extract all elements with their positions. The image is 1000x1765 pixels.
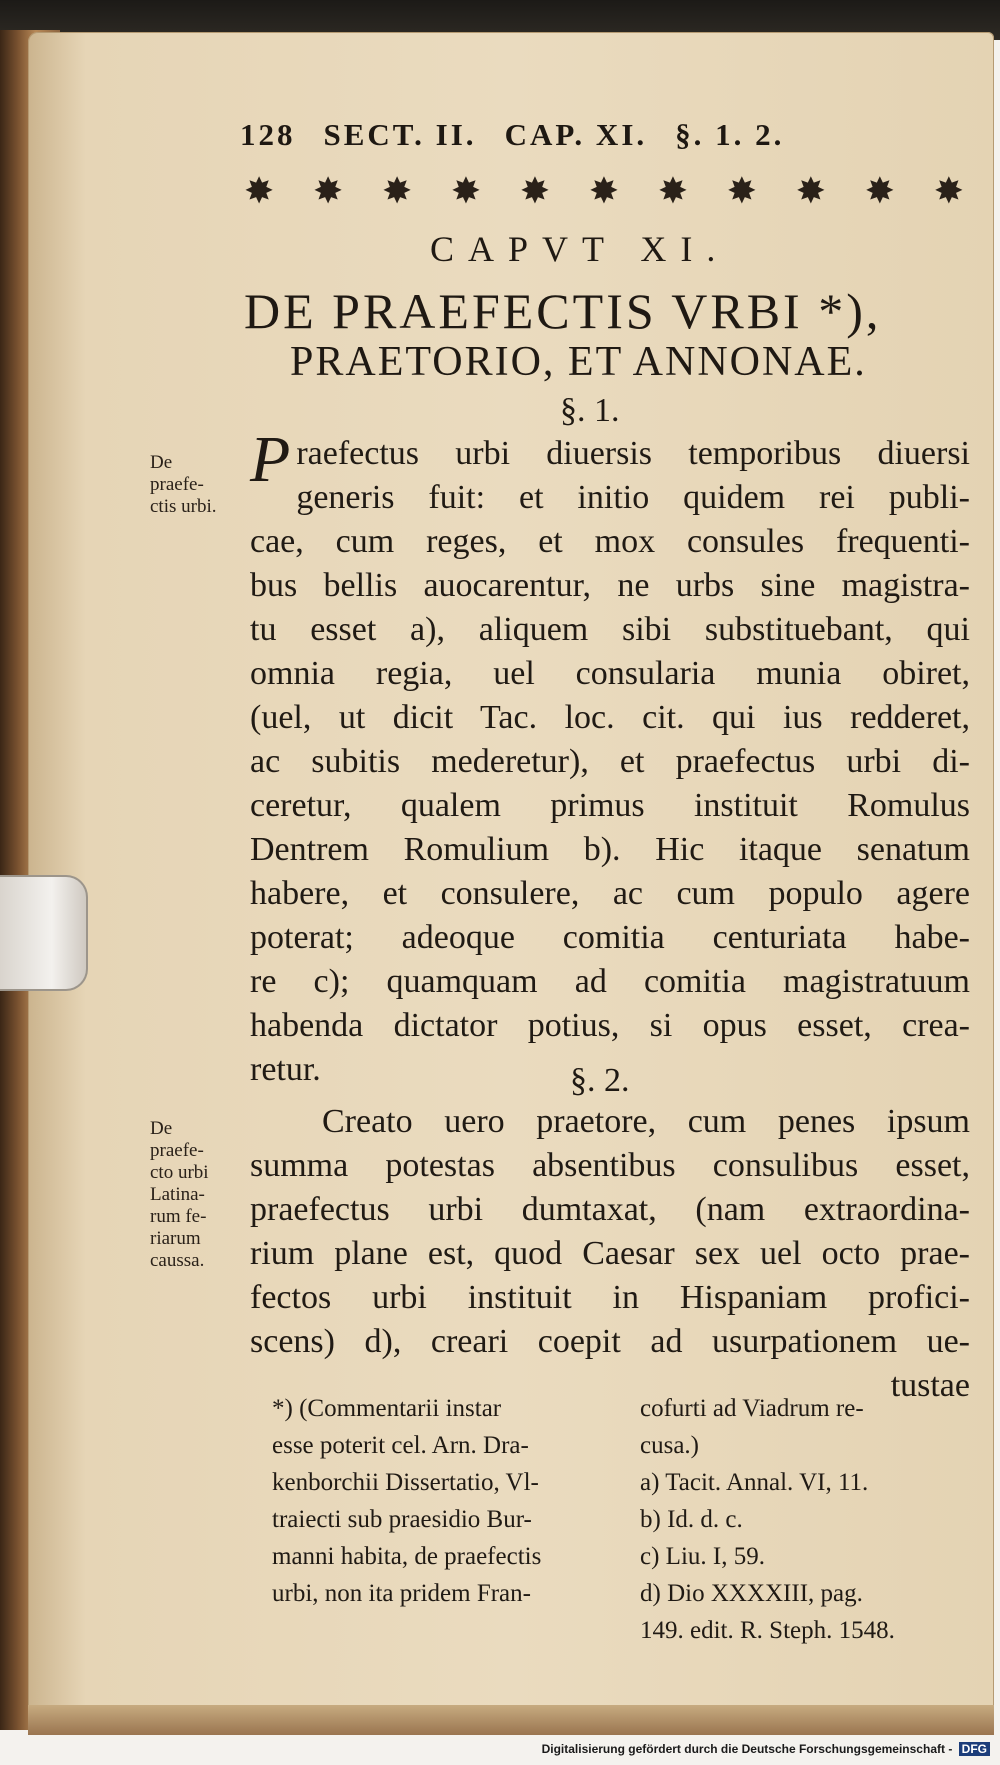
text-line: summa potestas absentibus consulibus esset, — [250, 1147, 970, 1184]
running-head-section: SECT. II. — [323, 117, 477, 152]
sidenote-1 — [150, 452, 256, 518]
running-head-chapter: CAP. XI. — [504, 117, 648, 152]
ornament-glyph: ✸ — [244, 171, 275, 211]
text-line: (uel, ut dicit Tac. loc. cit. qui ius redderet, — [250, 699, 970, 736]
footnote-line: manni habita, de praefectis — [272, 1543, 542, 1570]
text-line: re c); quamquam ad comitia magistratuum — [250, 963, 970, 1000]
section-marker-1: §. 1. — [560, 392, 620, 429]
footnotes-right — [640, 1390, 970, 1649]
credit-text: Digitalisierung gefördert durch die Deutsche Forschungsgemeinschaft - — [541, 1742, 953, 1756]
footnote-line: *) (Commentarii instar — [272, 1395, 502, 1422]
ornament-glyph: ✸ — [588, 171, 620, 211]
footnote-line: b) Id. d. c. — [640, 1506, 743, 1533]
footnote-line: esse poterit cel. Arn. Dra- — [272, 1432, 529, 1459]
text-line: rium plane est, quod Caesar sex uel octo prae- — [250, 1235, 970, 1272]
ornament-glyph: ✸ — [795, 171, 826, 211]
text-line: poterat; adeoque comitia centuriata habe- — [250, 919, 970, 956]
sidenote-line: rum fe- — [150, 1206, 207, 1227]
ornament-glyph: ✸ — [933, 171, 964, 211]
sidenote-line: praefe- — [150, 1140, 204, 1161]
footnote-line: cofurti ad Viadrum re- — [640, 1395, 864, 1422]
sidenote-line: cto urbi — [150, 1162, 209, 1183]
text-line: Dentrem Romulium b). Hic itaque senatum — [250, 831, 970, 868]
sidenote-line: De — [150, 452, 173, 473]
text-line: tu esset a), aliquem sibi substituebant, qui — [250, 611, 970, 648]
text-line: bus bellis auocarentur, ne urbs sine magistra- — [250, 567, 970, 604]
text-line: raefectus urbi diuersis temporibus diuersi — [296, 435, 970, 472]
text-line: cae, cum reges, et mox consules frequenti- — [250, 523, 970, 560]
text-line: ac subitis mederetur), et praefectus urbi di- — [250, 743, 970, 780]
paragraph-2 — [250, 1100, 970, 1408]
text-line: ceretur, qualem primus instituit Romulus — [250, 787, 970, 824]
page-number: 128 — [240, 117, 296, 152]
page-bottom-edge — [28, 1705, 994, 1735]
text-line: retur. — [250, 1051, 321, 1088]
text-line: generis fuit: et initio quidem rei publi- — [296, 479, 970, 516]
sidenote-line: caussa. — [150, 1250, 205, 1271]
running-head-paragraphs: §. 1. 2. — [675, 117, 785, 152]
text-line: scens) d), creari coepit ad usurpationem ue- — [250, 1323, 970, 1360]
catchword: tustae — [890, 1367, 970, 1404]
dfg-logo: DFG — [959, 1742, 990, 1756]
chapter-title-line-2: PRAETORIO, ET ANNONAE. — [290, 339, 867, 385]
ornament-glyph: ✸ — [864, 171, 895, 211]
ornament-glyph: ✸ — [381, 171, 413, 211]
sidenote-line: riarum — [150, 1228, 201, 1249]
sidenote-line: praefe- — [150, 474, 204, 495]
drop-cap: P — [250, 423, 291, 496]
footnote-line: d) Dio XXXXIII, pag. — [640, 1580, 863, 1607]
footnotes-left — [272, 1390, 602, 1612]
ornament-glyph: ✸ — [726, 171, 757, 211]
sidenote-2 — [150, 1118, 256, 1272]
chapter-label: CAPVT XI. — [430, 229, 730, 269]
sidenote-line: ctis urbi. — [150, 496, 217, 517]
paragraph-1 — [250, 423, 970, 1092]
footnote-line: urbi, non ita pridem Fran- — [272, 1580, 531, 1607]
footnote-line: 149. edit. R. Steph. 1548. — [640, 1617, 895, 1644]
ornament-glyph: ✸ — [450, 171, 482, 211]
text-line: omnia regia, uel consularia munia obiret, — [250, 655, 970, 692]
footnote-line: cusa.) — [640, 1432, 699, 1459]
ornament-glyph: ✸ — [519, 171, 551, 211]
ornament-glyph: ✸ — [657, 171, 688, 211]
page-clip — [0, 875, 88, 991]
sidenote-line: Latina- — [150, 1184, 205, 1205]
footnote-line: kenborchii Dissertatio, Vl- — [272, 1469, 539, 1496]
text-line: praefectus urbi dumtaxat, (nam extraordina- — [250, 1191, 970, 1228]
digitization-credit — [542, 1742, 990, 1756]
chapter-title-line-1: DE PRAEFECTIS VRBI *), — [244, 283, 882, 339]
text-line: habere, et consulere, ac cum populo agere — [250, 875, 970, 912]
text-line: habenda dictator potius, si opus esset, crea- — [250, 1007, 970, 1044]
footnote-line: traiecti sub praesidio Bur- — [272, 1506, 532, 1533]
ornament-glyph: ✸ — [312, 171, 344, 211]
section-marker-2: §. 2. — [570, 1062, 630, 1099]
footnote-line: a) Tacit. Annal. VI, 11. — [640, 1469, 869, 1496]
running-head — [240, 110, 960, 160]
ornament-row — [244, 170, 964, 212]
text-line: fectos urbi instituit in Hispaniam profici- — [250, 1279, 970, 1316]
sidenote-line: De — [150, 1118, 173, 1139]
footnote-line: c) Liu. I, 59. — [640, 1543, 765, 1570]
text-line: Creato uero praetore, cum penes ipsum — [322, 1103, 970, 1140]
